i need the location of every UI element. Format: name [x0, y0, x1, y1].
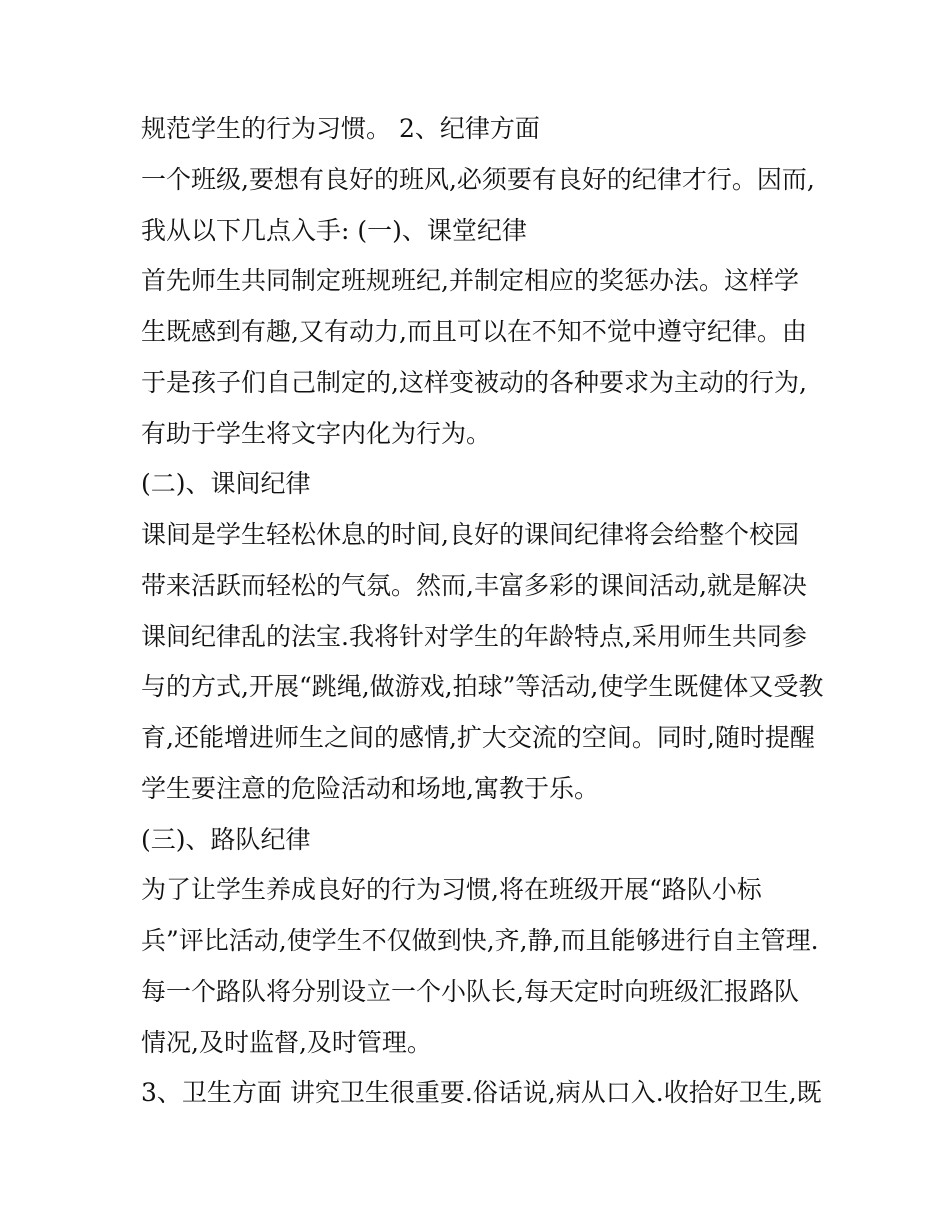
section-heading: (二)、课间纪律 [141, 469, 311, 499]
text-line: 有助于学生将文字内化为行为。 [141, 418, 492, 448]
text-line: 课间是学生轻松休息的时间,良好的课间纪律将会给整个校园 [141, 520, 799, 549]
text-line: 生既感到有趣,又有动力,而且可以在不知不觉中遵守纪律。由 [141, 317, 807, 346]
text-line: 每一个路队将分别设立一个小队长,每天定时向班级汇报路队 [141, 976, 799, 1006]
section-heading: (三)、路队纪律 [141, 824, 311, 854]
text-line: 与的方式,开展“跳绳,做游戏,拍球”等活动,使学生既健体又受教 [141, 672, 824, 702]
text-line: 于是孩子们自己制定的,这样变被动的各种要求为主动的行为, [141, 367, 807, 397]
text-line: 育,还能增进师生之间的感情,扩大交流的空间。同时,随时提醒 [141, 723, 815, 752]
document-body [141, 104, 824, 1119]
text-line: 学生要注意的危险活动和场地,寓教于乐。 [141, 773, 599, 803]
text-line: 一个班级,要想有良好的班风,必须要有良好的纪律才行。因而, [141, 164, 815, 194]
text-line: 规范学生的行为习惯。 2、纪律方面 [141, 114, 540, 143]
text-line: 首先师生共同制定班规班纪,并制定相应的奖惩办法。这样学 [141, 266, 799, 296]
text-line: 我从以下几点入手: (一)、课堂纪律 [141, 215, 527, 245]
text-line: 课间纪律乱的法宝.我将针对学生的年龄特点,采用师生共同参 [141, 621, 807, 651]
text-line: 兵”评比活动,使学生不仅做到快,齐,静,而且能够进行自主管理. [141, 926, 819, 955]
text-line: 3、卫生方面 讲究卫生很重要.俗话说,病从口入.收拾好卫生,既 [141, 1078, 822, 1108]
text-line: 情况,及时监督,及时管理。 [141, 1027, 432, 1057]
text-line: 为了让学生养成良好的行为习惯,将在班级开展“路队小标 [141, 875, 762, 905]
text-line: 带来活跃而轻松的气氛。然而,丰富多彩的课间活动,就是解决 [141, 570, 807, 600]
